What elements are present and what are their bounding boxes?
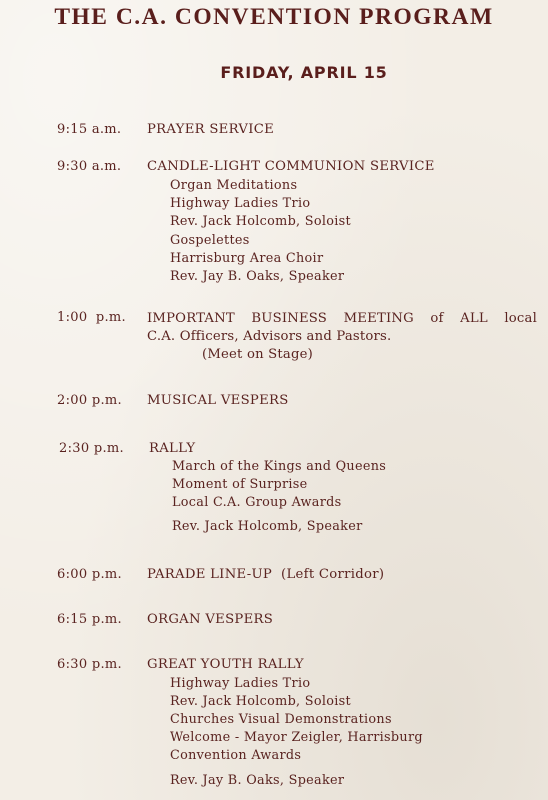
entry-time: 6:30 p.m. (57, 657, 122, 672)
entry-item: Rev. Jack Holcomb, Soloist (170, 694, 351, 709)
entry-time: 1:00 p.m. (57, 310, 126, 325)
entry-heading: PARADE LINE-UP (Left Corridor) (147, 567, 385, 582)
entry-item: Welcome - Mayor Zeigler, Harrisburg (170, 730, 423, 745)
entry-item: Rev. Jack Holcomb, Soloist (170, 214, 351, 229)
entry-item: Organ Meditations (170, 178, 298, 193)
entry-time: 9:15 a.m. (57, 122, 122, 137)
entry-time: 2:00 p.m. (57, 393, 122, 408)
entry-line: (Meet on Stage) (202, 347, 313, 362)
program-title: THE C.A. CONVENTION PROGRAM (54, 4, 494, 30)
entry-heading: GREAT YOUTH RALLY (147, 657, 304, 672)
entry-time: 6:00 p.m. (57, 567, 122, 582)
entry-item: Local C.A. Group Awards (172, 495, 342, 510)
entry-time: 6:15 p.m. (57, 612, 122, 627)
entry-heading: ORGAN VESPERS (147, 612, 274, 627)
entry-item: Churches Visual Demonstrations (170, 712, 392, 727)
entry-item: Rev. Jay B. Oaks, Speaker (170, 773, 345, 788)
entry-time: 9:30 a.m. (57, 159, 122, 174)
entry-item: Harrisburg Area Choir (170, 251, 324, 266)
entry-heading: MUSICAL VESPERS (147, 393, 289, 408)
entry-item: March of the Kings and Queens (172, 459, 387, 474)
entry-heading: PRAYER SERVICE (147, 122, 275, 137)
entry-heading: RALLY (149, 441, 196, 456)
entry-item: Highway Ladies Trio (170, 196, 311, 211)
entry-item: Rev. Jack Holcomb, Speaker (172, 519, 363, 534)
program-date: FRIDAY, APRIL 15 (220, 63, 388, 82)
entry-line: IMPORTANT BUSINESS MEETING of ALL local (147, 311, 537, 326)
entry-item: Highway Ladies Trio (170, 676, 311, 691)
entry-item: Gospelettes (170, 233, 250, 248)
entry-item: Rev. Jay B. Oaks, Speaker (170, 269, 345, 284)
entry-item: Convention Awards (170, 748, 302, 763)
entry-heading: CANDLE-LIGHT COMMUNION SERVICE (147, 159, 435, 174)
entry-description (147, 310, 537, 364)
entry-item: Moment of Surprise (172, 477, 308, 492)
entry-line: C.A. Officers, Advisors and Pastors. (147, 329, 392, 344)
entry-time: 2:30 p.m. (59, 441, 124, 456)
